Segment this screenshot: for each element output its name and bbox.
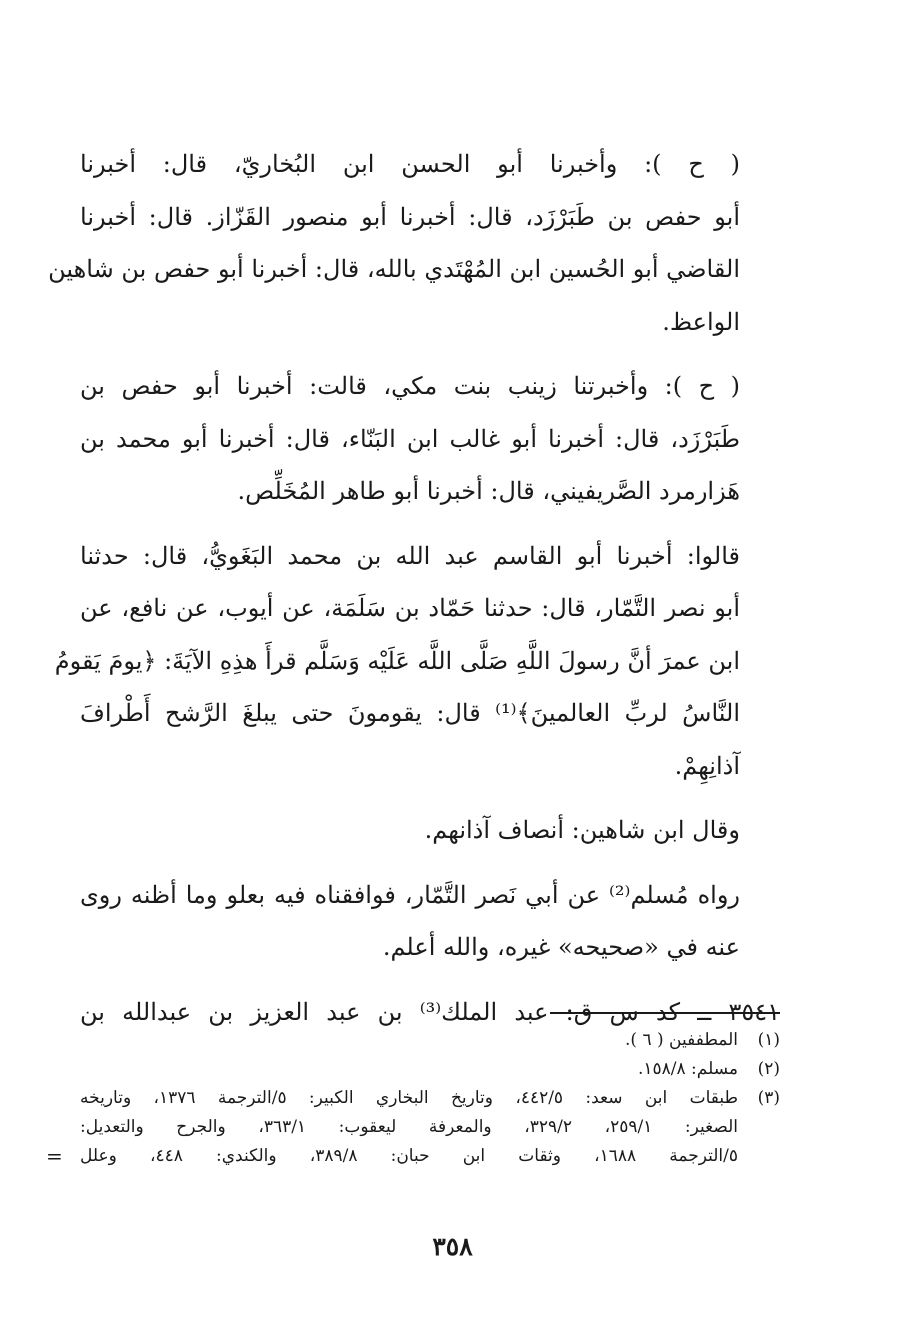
text-line: طَبَرْزَد، قال: أخبرنا أبو غالب ابن البَنّاء، قال: أخبرنا أبو محمد بن	[80, 424, 740, 453]
text-line: ابن عمرَ أنَّ رسولَ اللَّهِ صَلَّى اللَّه عَلَيْه وَسَلَّم قرأَ هذِهِ الآيَةَ: ﴿يومَ يَقومُ	[54, 646, 740, 675]
text-line: النَّاسُ لربِّ العالمينَ﴾⁽¹⁾ قال: يقومونَ حتى يبلغَ الرَّشح أَطْرافَ	[80, 699, 740, 727]
text-line: ( ح ): وأخبرتنا زينب بنت مكي، قالت: أخبرنا أبو حفص بن	[80, 372, 740, 400]
footnote-text	[80, 1055, 738, 1084]
continuation-mark: =	[46, 1144, 63, 1168]
text-line: أبو نصر التَّمّار، قال: حدثنا حَمّاد بن سَلَمَة، عن أيوب، عن نافع، عن	[80, 594, 740, 622]
footnote-text	[80, 1084, 738, 1171]
text-line: ( ح ): وأخبرنا أبو الحسن ابن البُخاريّ، قال: أخبرنا	[80, 150, 740, 178]
footnote-line: ٥/الترجمة ١٦٨٨، وثقات ابن حبان: ٣٨٩/٨، والكندي: ٤٤٨، وعلل	[80, 1146, 738, 1166]
paragraph-hadith	[54, 530, 780, 793]
text-line: أبو حفص بن طَبَرْزَد، قال: أخبرنا أبو منصور القَزّاز. قال: أخبرنا	[80, 202, 740, 231]
paragraph-muslim	[80, 869, 780, 974]
footnote-number: (٢)	[757, 1059, 780, 1079]
footnote-text	[80, 1026, 738, 1055]
footnote-line: طبقات ابن سعد: ٤٤٢/٥، وتاريخ البخاري الكبير: ٥/الترجمة ١٣٧٦، وتاريخه	[80, 1088, 739, 1108]
footnote-line: المطففين ( ٦ ).	[625, 1030, 738, 1050]
footnote-divider	[550, 1012, 780, 1014]
paragraph-isnad-2	[80, 360, 780, 518]
text-line: رواه مُسلم⁽²⁾ عن أبي نَصر التَّمّار، فوافقناه فيه بعلو وما أظنه روى	[80, 880, 740, 909]
page-number: ٣٥٨	[432, 1232, 473, 1261]
text-line: وقال ابن شاهين: أنصاف آذانهم.	[424, 816, 740, 844]
text-line: هَزارمرد الصَّريفيني، قال: أخبرنا أبو طاهر المُخَلِّص.	[237, 477, 740, 505]
text-line: قالوا: أخبرنا أبو القاسم عبد الله بن محمد البَغَويُّ، قال: حدثنا	[80, 541, 740, 570]
text-line: عنه في «صحيحه» غيره، والله أعلم.	[382, 933, 740, 961]
footnote-line: مسلم: ١٥٨/٨.	[637, 1059, 738, 1079]
main-text	[48, 138, 780, 1050]
footnote-number: (٣)	[757, 1088, 780, 1108]
footnote-2	[80, 1055, 780, 1084]
paragraph-isnad-1	[48, 138, 780, 348]
paragraph-ibn-shahin	[80, 804, 780, 857]
text-line: الواعظ.	[662, 307, 740, 336]
footnote-line: الصغير: ٢٥٩/١، ٣٢٩/٢، والمعرفة ليعقوب: ٣٦٣/١، والجرح والتعديل:	[80, 1117, 738, 1137]
footnotes	[46, 1012, 780, 1171]
footnote-3	[46, 1084, 780, 1171]
text-line: القاضي أبو الحُسين ابن المُهْتَدي بالله، قال: أخبرنا أبو حفص بن شاهين	[48, 255, 740, 283]
entry-heading: ٣٥٤١ ــ كد س ق: عبد الملك⁽³⁾ بن عبد العزيز بن عبدالله بن	[80, 997, 780, 1026]
text-line: آذانِهِمْ.	[674, 751, 740, 780]
footnote-1	[80, 1026, 780, 1055]
footnote-number: (١)	[757, 1030, 780, 1050]
